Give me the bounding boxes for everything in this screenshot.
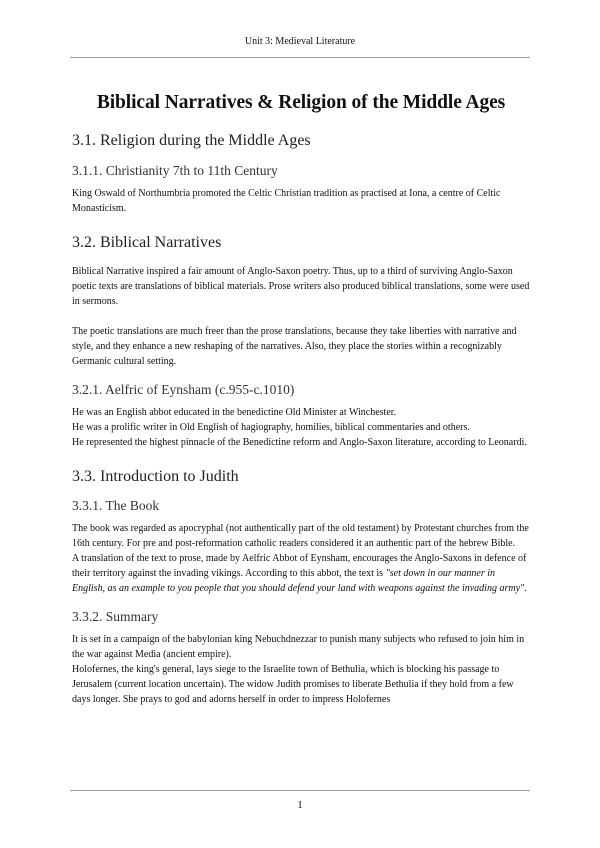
footer-divider <box>70 790 530 791</box>
section-3-2-paragraph-2: The poetic translations are much freer than the prose translations, because they take liberties with narrative and style, and they enhance a new reshaping of the narratives. Also, they place the stories within a recognizably Germanic cultural setting. <box>72 326 517 367</box>
page-number: 1 <box>297 799 303 811</box>
section-3-3-2-heading: 3.3.2. Summary <box>72 609 159 624</box>
section-3-3-1-paragraph-1: The book was regarded as apocryphal (not authentically part of the old testament) by Protestant churches from the 16th century. For pre and post-reformation catholic readers considered it an authentic part of the hebrew Bible. <box>72 523 529 549</box>
page-title: Biblical Narratives & Religion of the Middle Ages <box>96 92 506 113</box>
paragraph-text: A translation of the text to prose, made by Aelfric Abbot of Eynsham, encourages the Anglo-Saxons in defence of their territory against the invading vikings. According to this abbot, the text is <box>72 553 527 579</box>
running-header: Unit 3: Medieval Literature <box>244 36 356 47</box>
section-3-1-1-heading: 3.1.1. Christianity 7th to 11th Century <box>72 163 278 178</box>
header-divider <box>70 57 530 58</box>
section-3-1-heading: 3.1. Religion during the Middle Ages <box>72 132 311 149</box>
paragraph-end: . <box>524 583 527 594</box>
section-3-1-1-paragraph: King Oswald of Northumbria promoted the Celtic Christian tradition as practised at Iona, a centre of Celtic Monasticism. <box>72 188 501 214</box>
section-3-2-1-line-2: He was a prolific writer in Old English of hagiography, homilies, biblical commentaries and others. <box>72 422 470 433</box>
section-3-3-2-paragraph-2: Holofernes, the king's general, lays siege to the Israelite town of Bethulia, which is blocking his passage to Jerusalem (current location uncertain). The widow Judith promises to liberate Bethulia if they hold from a few days longer. She prays to god and adorns herself in order to impress Holofernes <box>72 664 514 705</box>
page-content <box>72 92 530 707</box>
section-3-3-1-paragraph-2 <box>72 551 530 596</box>
section-3-3-2-paragraph-1: It is set in a campaign of the babylonian king Nebuchdnezzar to punish many subjects who refused to join him in the war against Media (ancient empire). <box>72 634 525 660</box>
section-3-3-1-heading: 3.3.1. The Book <box>72 498 160 513</box>
section-3-3-heading: 3.3. Introduction to Judith <box>72 468 239 485</box>
section-3-2-paragraph-1: Biblical Narrative inspired a fair amount of Anglo-Saxon poetry. Thus, up to a third of surviving Anglo-Saxon poetic texts are translations of biblical materials. Prose writers also produced biblical translations, some were used in sermons. <box>72 266 530 307</box>
section-3-2-1-line-1: He was an English abbot educated in the benedictine Old Minister at Winchester. <box>72 407 397 418</box>
section-3-2-1-heading: 3.2.1. Aelfric of Eynsham (c.955-c.1010) <box>72 382 295 397</box>
aelfric-quote: "set down in our manner in English, as an example to you people that you should defend your land with weapons against the invading army" <box>72 568 525 594</box>
section-3-2-1-line-3: He represented the highest pinnacle of the Benedictine reform and Anglo-Saxon literature, according to Leonardi. <box>72 437 527 448</box>
section-3-2-heading: 3.2. Biblical Narratives <box>72 234 222 251</box>
